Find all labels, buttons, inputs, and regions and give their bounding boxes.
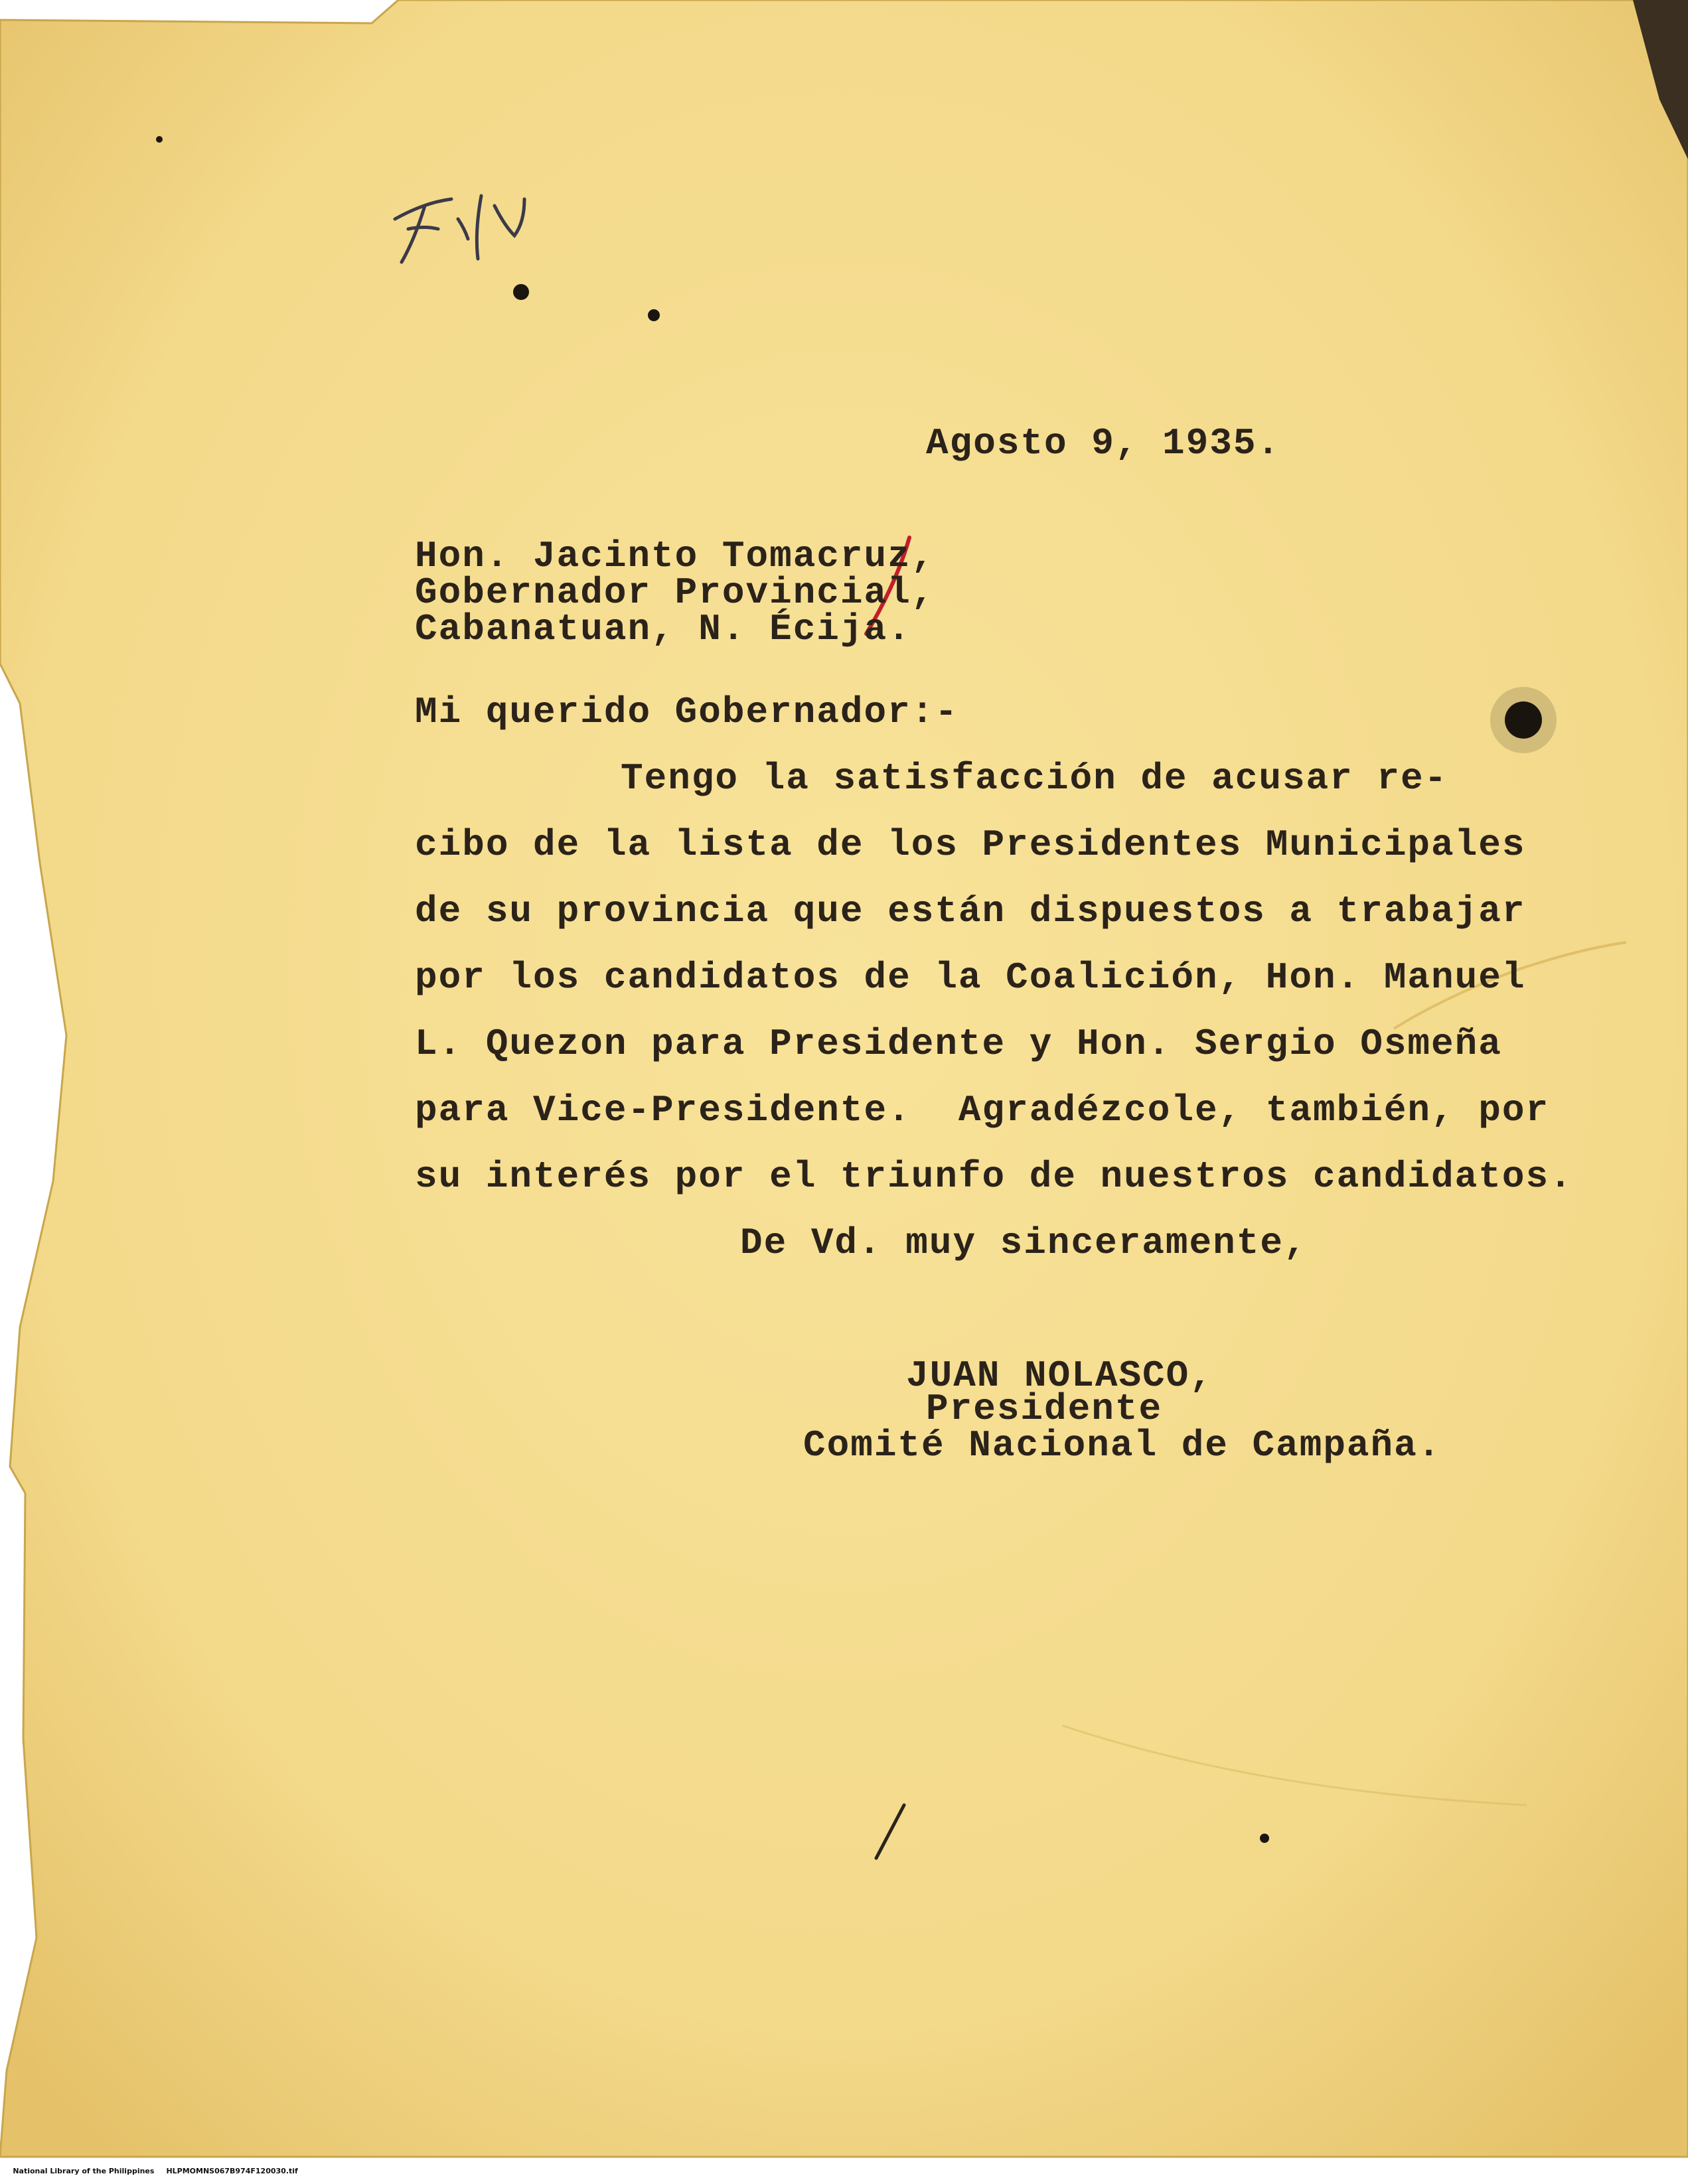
body-line: de su provincia que están dispuestos a trabajar — [415, 890, 1526, 932]
date-line: Agosto 9, 1935. — [926, 422, 1281, 465]
salutation: Mi querido Gobernador:- — [415, 691, 959, 733]
footer-caption — [3, 2158, 298, 2184]
ink-spot — [648, 309, 660, 321]
closing-line: De Vd. muy sinceramente, — [740, 1222, 1308, 1264]
body-line: cibo de la lista de los Presidentes Municipales — [415, 824, 1526, 866]
body-line: L. Quezon para Presidente y Hon. Sergio Osmeña — [415, 1023, 1502, 1065]
body-line: para Vice-Presidente. Agradézcole, también, por — [415, 1089, 1550, 1131]
body-line: por los candidatos de la Coalición, Hon. Manuel — [415, 956, 1526, 999]
signature-organization: Comité Nacional de Campaña. — [803, 1424, 1442, 1467]
body-line: su interés por el triunfo de nuestros candidatos. — [415, 1155, 1573, 1198]
footer-file-id: HLPMOMNS067B974F120030.tif — [166, 2167, 298, 2175]
ink-spot — [156, 136, 163, 143]
ink-spot — [1260, 1834, 1269, 1843]
signature-name: JUAN NOLASCO, — [906, 1354, 1213, 1397]
body-line: Tengo la satisfacción de acusar re- — [621, 757, 1448, 800]
signature-title: Presidente — [926, 1388, 1163, 1430]
recipient-name: Hon. Jacinto Tomacruz, — [415, 535, 935, 577]
recipient-location: Cabanatuan, N. Écija. — [415, 608, 911, 650]
recipient-title: Gobernador Provincial, — [415, 571, 935, 614]
ink-spot — [513, 284, 529, 300]
ink-blot — [1490, 687, 1557, 753]
footer-source: National Library of the Philippines — [13, 2167, 155, 2175]
